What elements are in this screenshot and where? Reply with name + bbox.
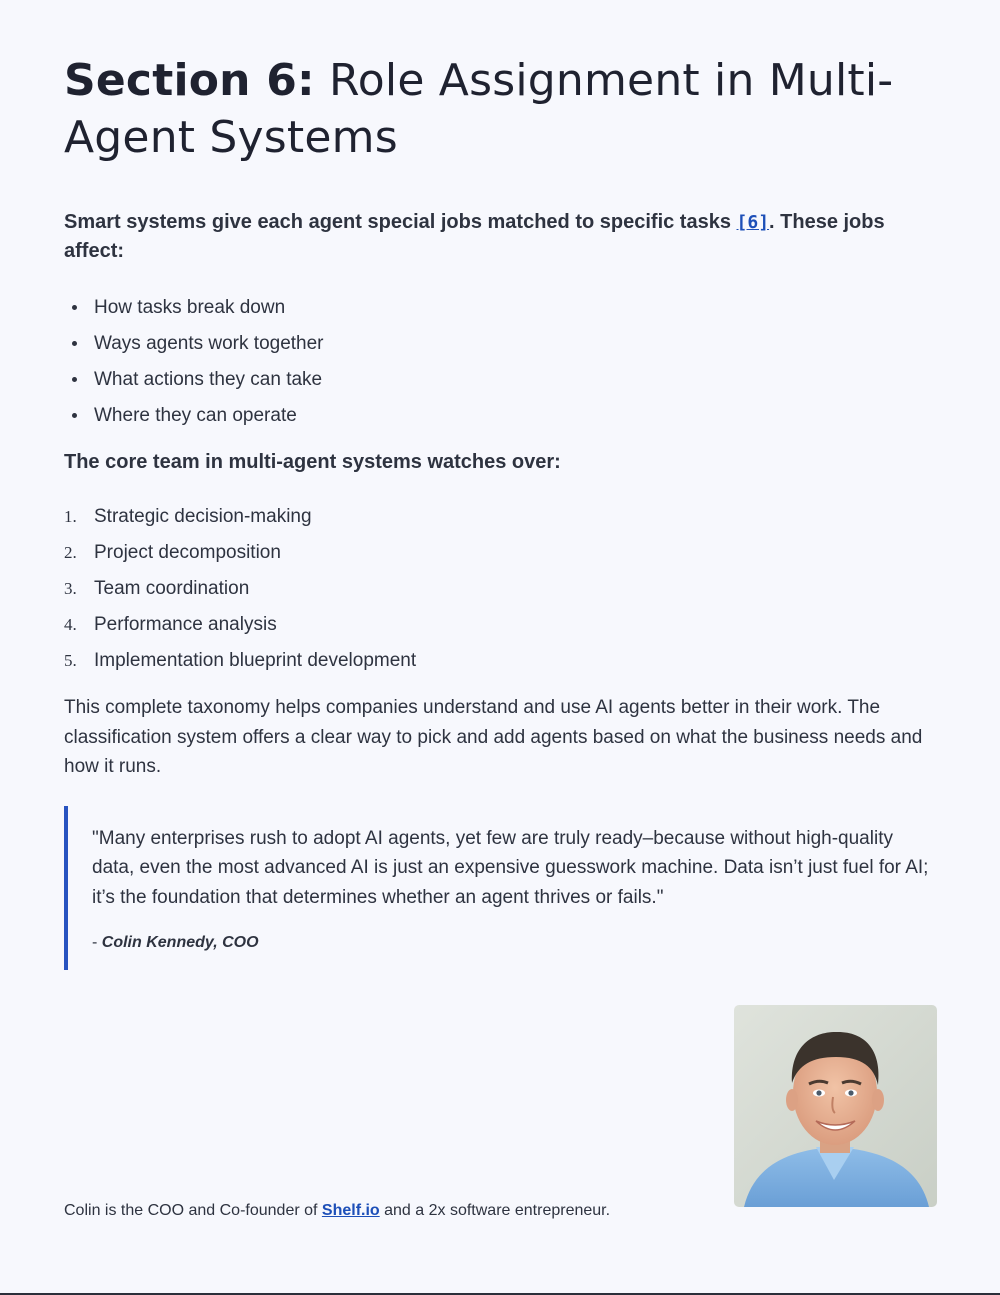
- company-link[interactable]: Shelf.io: [321, 1202, 380, 1219]
- item-number: 2.: [64, 543, 77, 562]
- citation-link[interactable]: [6]: [736, 212, 770, 233]
- numbered-item-text: Performance analysis: [94, 614, 277, 635]
- lead-paragraph: [64, 208, 938, 266]
- section-title: [64, 52, 938, 166]
- quote-text: "Many enterprises rush to adopt AI agents, yet few are truly ready–because without high-quality data, even the most advanced AI is just an expensive guesswork machine. Data isn’t just fuel for AI; it’s the foundation that determines whether an agent thrives or fails.": [92, 827, 929, 908]
- core-team-list: [64, 499, 938, 679]
- section-title-text: Role Assignment in Multi-Agent Systems: [64, 55, 894, 163]
- article: [64, 0, 938, 970]
- portrait-image: [734, 1005, 937, 1207]
- list-item-text: Ways agents work together: [94, 333, 324, 354]
- numbered-item: [64, 535, 938, 571]
- numbered-item: [64, 499, 938, 535]
- numbered-item-text: Project decomposition: [94, 542, 281, 563]
- core-team-heading: The core team in multi-agent systems watches over:: [64, 451, 561, 473]
- lead-text: Smart systems give each agent special jobs matched to specific tasks: [64, 211, 737, 233]
- author-photo: [734, 1005, 937, 1207]
- list-item-text: How tasks break down: [94, 297, 286, 318]
- list-item: [94, 398, 938, 434]
- section-number: Section 6:: [64, 55, 315, 106]
- bio-text-end: and a 2x software entrepreneur.: [379, 1202, 611, 1219]
- bullet-dot: [72, 413, 77, 418]
- item-number: 5.: [64, 651, 77, 670]
- numbered-item-text: Strategic decision-making: [94, 506, 312, 527]
- list-item-text: Where they can operate: [94, 405, 297, 426]
- lead-text-end: . These jobs affect:: [64, 211, 885, 262]
- list-item: [94, 326, 938, 362]
- numbered-item: [64, 571, 938, 607]
- item-number: 4.: [64, 615, 77, 634]
- numbered-item: [64, 607, 938, 643]
- taxonomy-paragraph: This complete taxonomy helps companies understand and use AI agents better in their work. The classification system offers a clear way to pick and add agents based on what the business needs and how it runs.: [64, 697, 923, 777]
- attribution-dash: -: [92, 934, 102, 951]
- list-item-text: What actions they can take: [94, 369, 323, 390]
- list-item: [94, 362, 938, 398]
- author-bio: [64, 1202, 610, 1220]
- numbered-item-text: Team coordination: [94, 578, 250, 599]
- list-item: [94, 290, 938, 326]
- affects-list: [64, 290, 938, 434]
- bullet-dot: [72, 377, 77, 382]
- pull-quote: [64, 806, 938, 971]
- bullet-dot: [72, 341, 77, 346]
- numbered-item-text: Implementation blueprint development: [94, 650, 417, 671]
- numbered-item: [64, 643, 938, 679]
- item-number: 3.: [64, 579, 77, 598]
- quote-attribution: [92, 934, 938, 952]
- item-number: 1.: [64, 507, 77, 526]
- bullet-dot: [72, 305, 77, 310]
- quote-author: Colin Kennedy, COO: [101, 934, 259, 951]
- bio-text: Colin is the COO and Co-founder of: [64, 1202, 322, 1219]
